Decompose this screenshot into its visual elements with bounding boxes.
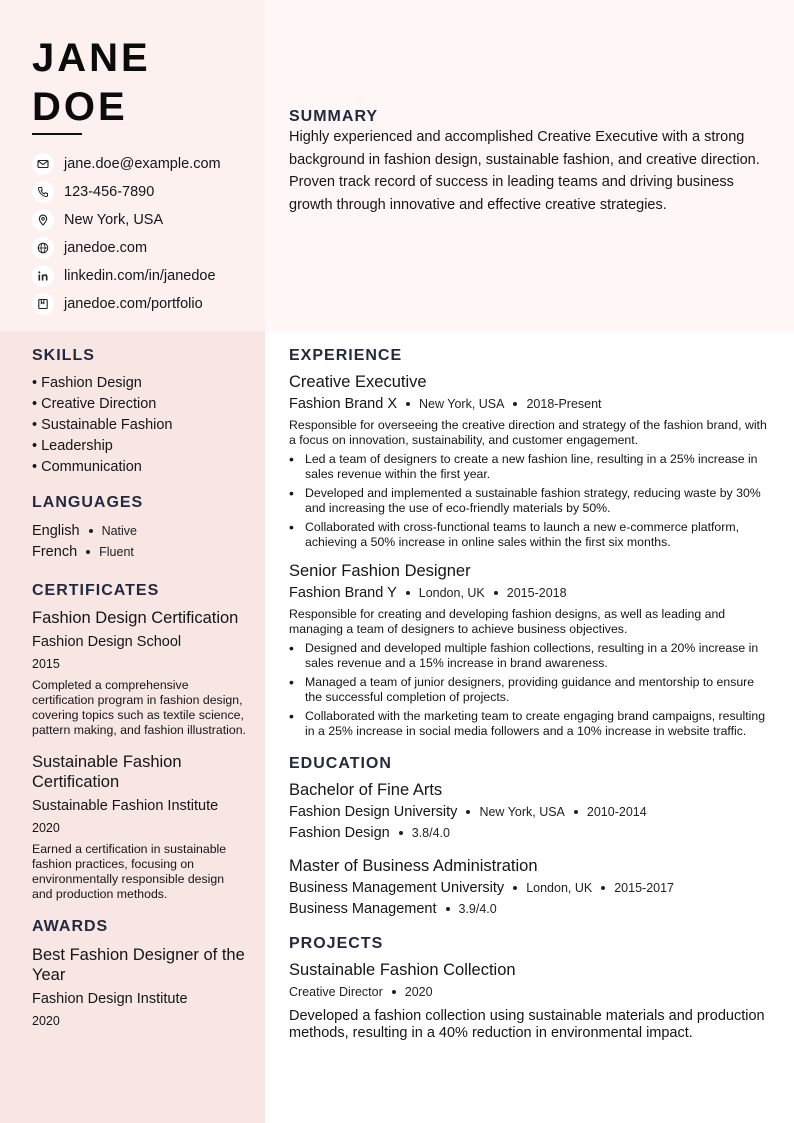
job-meta	[289, 394, 774, 414]
name-divider	[32, 133, 82, 135]
education-dates: 2015-2017	[614, 881, 674, 895]
separator-dot	[86, 550, 90, 554]
degree-title: Bachelor of Fine Arts	[289, 781, 443, 799]
skills-heading: SKILLS	[32, 347, 95, 364]
contact-portfolio-text: janedoe.com/portfolio	[64, 296, 203, 312]
skills-list	[32, 373, 247, 478]
globe-icon	[32, 237, 54, 259]
languages-section	[32, 494, 247, 562]
job-title: Senior Fashion Designer	[289, 562, 471, 580]
contact-phone-text: 123-456-7890	[64, 184, 155, 200]
contact-linkedin[interactable]	[32, 262, 262, 290]
language-name: French	[32, 543, 78, 560]
award-org: Fashion Design Institute	[32, 991, 188, 1007]
job-bullet: • Led a team of designers to create a new fashion line, resulting in a 25% increase in sales revenue within the first year.	[289, 452, 774, 482]
award-title: Best Fashion Designer of the Year	[32, 946, 245, 984]
job-bullet-text: Designed and developed multiple fashion collections, resulting in a 20% increase in sales revenue and a 15% increase in brand awareness.	[305, 641, 759, 670]
language-level: Fluent	[99, 544, 134, 559]
experience-heading: EXPERIENCE	[289, 347, 403, 364]
projects-heading: PROJECTS	[289, 935, 384, 952]
language-level: Native	[101, 523, 137, 538]
job-description: Responsible for creating and developing fashion designs, as well as leading and managing a team of designers to achieve business objectives.	[289, 607, 726, 636]
certificate-year: 2020	[32, 821, 60, 835]
job-location: London, UK	[418, 586, 485, 600]
linkedin-icon	[32, 265, 54, 287]
separator-dot	[513, 886, 517, 890]
job-item	[289, 562, 774, 739]
separator-dot	[392, 990, 396, 994]
language-row	[32, 541, 247, 562]
contact-website-text: janedoe.com	[64, 240, 148, 256]
project-meta	[289, 982, 774, 1002]
language-row	[32, 520, 247, 541]
separator-dot	[494, 591, 498, 595]
job-bullet: • Designed and developed multiple fashion collections, resulting in a 20% increase in sales revenue and a 15% increase in brand awareness.	[289, 641, 774, 671]
job-dates: 2015-2018	[506, 586, 567, 600]
contact-location	[32, 206, 262, 234]
education-heading: EDUCATION	[289, 755, 392, 772]
skill-item: • Leadership	[32, 438, 113, 454]
job-description: Responsible for overseeing the creative direction and strategy of the fashion brand, with a focus on innovation, sustainability, and customer engagement.	[289, 418, 767, 447]
separator-dot	[89, 529, 93, 533]
award-item	[32, 945, 247, 1028]
summary-section	[289, 108, 774, 217]
awards-section	[32, 918, 247, 1028]
job-dates: 2018-Present	[526, 397, 602, 411]
project-title: Sustainable Fashion Collection	[289, 961, 516, 979]
education-gpa: 3.8/4.0	[411, 826, 450, 840]
education-field-row	[289, 823, 774, 843]
education-item	[289, 857, 774, 919]
education-meta	[289, 878, 774, 898]
separator-dot	[406, 402, 410, 406]
job-bullet-text: Collaborated with cross-functional teams to launch a new e-commerce platform, achieving a 50% increase in online sales within the first six months.	[305, 520, 739, 549]
job-company: Fashion Brand Y	[289, 585, 397, 601]
candidate-name	[32, 34, 151, 132]
job-company: Fashion Brand X	[289, 396, 398, 412]
certificate-year: 2015	[32, 657, 60, 671]
separator-dot	[466, 810, 470, 814]
education-item	[289, 781, 774, 843]
contact-location-text: New York, USA	[64, 212, 164, 228]
summary-text: Highly experienced and accomplished Creative Executive with a strong background in fashion design, sustainable fashion, and creative direction. Proven track record of success in leading teams and driving business growth through innovative and effective creative strategies.	[289, 129, 760, 214]
certificate-item	[32, 608, 247, 738]
award-year: 2020	[32, 1014, 60, 1028]
certificate-school: Fashion Design School	[32, 634, 182, 650]
project-description: Developed a fashion collection using sustainable materials and production methods, resulting in a 40% reduction in environmental impact.	[289, 1008, 765, 1041]
language-name: English	[32, 522, 80, 539]
contact-email[interactable]	[32, 150, 262, 178]
project-year: 2020	[404, 985, 433, 999]
job-bullet: • Collaborated with cross-functional teams to launch a new e-commerce platform, achieving a 50% increase in online sales within the first six months.	[289, 520, 774, 550]
first-name: JANE	[32, 36, 151, 80]
separator-dot	[406, 591, 410, 595]
certificate-title: Sustainable Fashion Certification	[32, 753, 182, 791]
degree-title: Master of Business Administration	[289, 857, 538, 875]
contact-linkedin-text: linkedin.com/in/janedoe	[64, 268, 216, 284]
portfolio-icon	[32, 293, 54, 315]
certificate-description: Completed a comprehensive certification program in fashion design, covering topics such as textile science, pattern making, and fashion illustration.	[32, 678, 246, 737]
separator-dot	[513, 402, 517, 406]
certificate-item	[32, 752, 247, 902]
contact-phone[interactable]	[32, 178, 262, 206]
job-bullets	[289, 641, 774, 739]
job-item	[289, 373, 774, 550]
project-role: Creative Director	[289, 985, 383, 999]
job-bullet: • Developed and implemented a sustainable fashion strategy, reducing waste by 30% and increasing the use of eco-friendly materials by 50%.	[289, 486, 774, 516]
job-title: Creative Executive	[289, 373, 427, 391]
projects-section	[289, 935, 774, 1042]
job-bullet-text: Led a team of designers to create a new fashion line, resulting in a 25% increase in sales revenue within the first year.	[305, 452, 758, 481]
job-bullets	[289, 452, 774, 550]
skill-item: • Sustainable Fashion	[32, 417, 173, 433]
last-name: DOE	[32, 85, 128, 129]
education-location: New York, USA	[479, 805, 565, 819]
job-bullet-text: Collaborated with the marketing team to create engaging brand campaigns, resulting in a 25% increase in social media followers and a 10% increase in website traffic.	[305, 709, 766, 738]
job-bullet-text: Managed a team of junior designers, providing guidance and mentorship to ensure the successful completion of projects.	[305, 675, 755, 704]
job-bullet-text: Developed and implemented a sustainable fashion strategy, reducing waste by 30% and increasing the use of eco-friendly materials by 50%.	[305, 486, 761, 515]
job-meta	[289, 583, 774, 603]
contact-portfolio[interactable]	[32, 290, 262, 318]
mail-icon	[32, 153, 54, 175]
certificate-school: Sustainable Fashion Institute	[32, 798, 219, 814]
separator-dot	[446, 907, 450, 911]
education-field-row	[289, 899, 774, 919]
experience-section	[289, 347, 774, 739]
summary-heading: SUMMARY	[289, 108, 379, 125]
location-icon	[32, 209, 54, 231]
certificate-title: Fashion Design Certification	[32, 609, 239, 627]
job-bullet: • Managed a team of junior designers, providing guidance and mentorship to ensure the successful completion of projects.	[289, 675, 774, 705]
skills-section	[32, 347, 247, 478]
separator-dot	[601, 886, 605, 890]
job-location: New York, USA	[419, 397, 505, 411]
awards-heading: AWARDS	[32, 918, 109, 935]
project-item	[289, 961, 774, 1042]
skill-item: • Creative Direction	[32, 396, 157, 412]
education-field: Fashion Design	[289, 825, 390, 841]
education-meta	[289, 802, 774, 822]
languages-heading: LANGUAGES	[32, 494, 144, 511]
separator-dot	[574, 810, 578, 814]
contact-list	[32, 150, 262, 318]
sidebar-content	[32, 347, 247, 1028]
education-school: Business Management University	[289, 880, 505, 896]
job-bullet: • Collaborated with the marketing team to create engaging brand campaigns, resulting in a 25% increase in social media followers and a 10% increase in website traffic.	[289, 709, 774, 739]
main-content	[289, 347, 774, 1042]
education-field: Business Management	[289, 901, 437, 917]
education-section	[289, 755, 774, 919]
skill-item: • Fashion Design	[32, 375, 142, 391]
certificates-section	[32, 582, 247, 902]
skill-item: • Communication	[32, 459, 142, 475]
education-school: Fashion Design University	[289, 804, 458, 820]
education-location: London, UK	[526, 881, 593, 895]
education-gpa: 3.9/4.0	[458, 902, 497, 916]
contact-email-text: jane.doe@example.com	[64, 156, 221, 172]
education-dates: 2010-2014	[586, 805, 647, 819]
separator-dot	[399, 831, 403, 835]
contact-website[interactable]	[32, 234, 262, 262]
certificates-heading: CERTIFICATES	[32, 582, 160, 599]
phone-icon	[32, 181, 54, 203]
certificate-description: Earned a certification in sustainable fashion practices, focusing on environmentally responsible design and production methods.	[32, 842, 227, 901]
